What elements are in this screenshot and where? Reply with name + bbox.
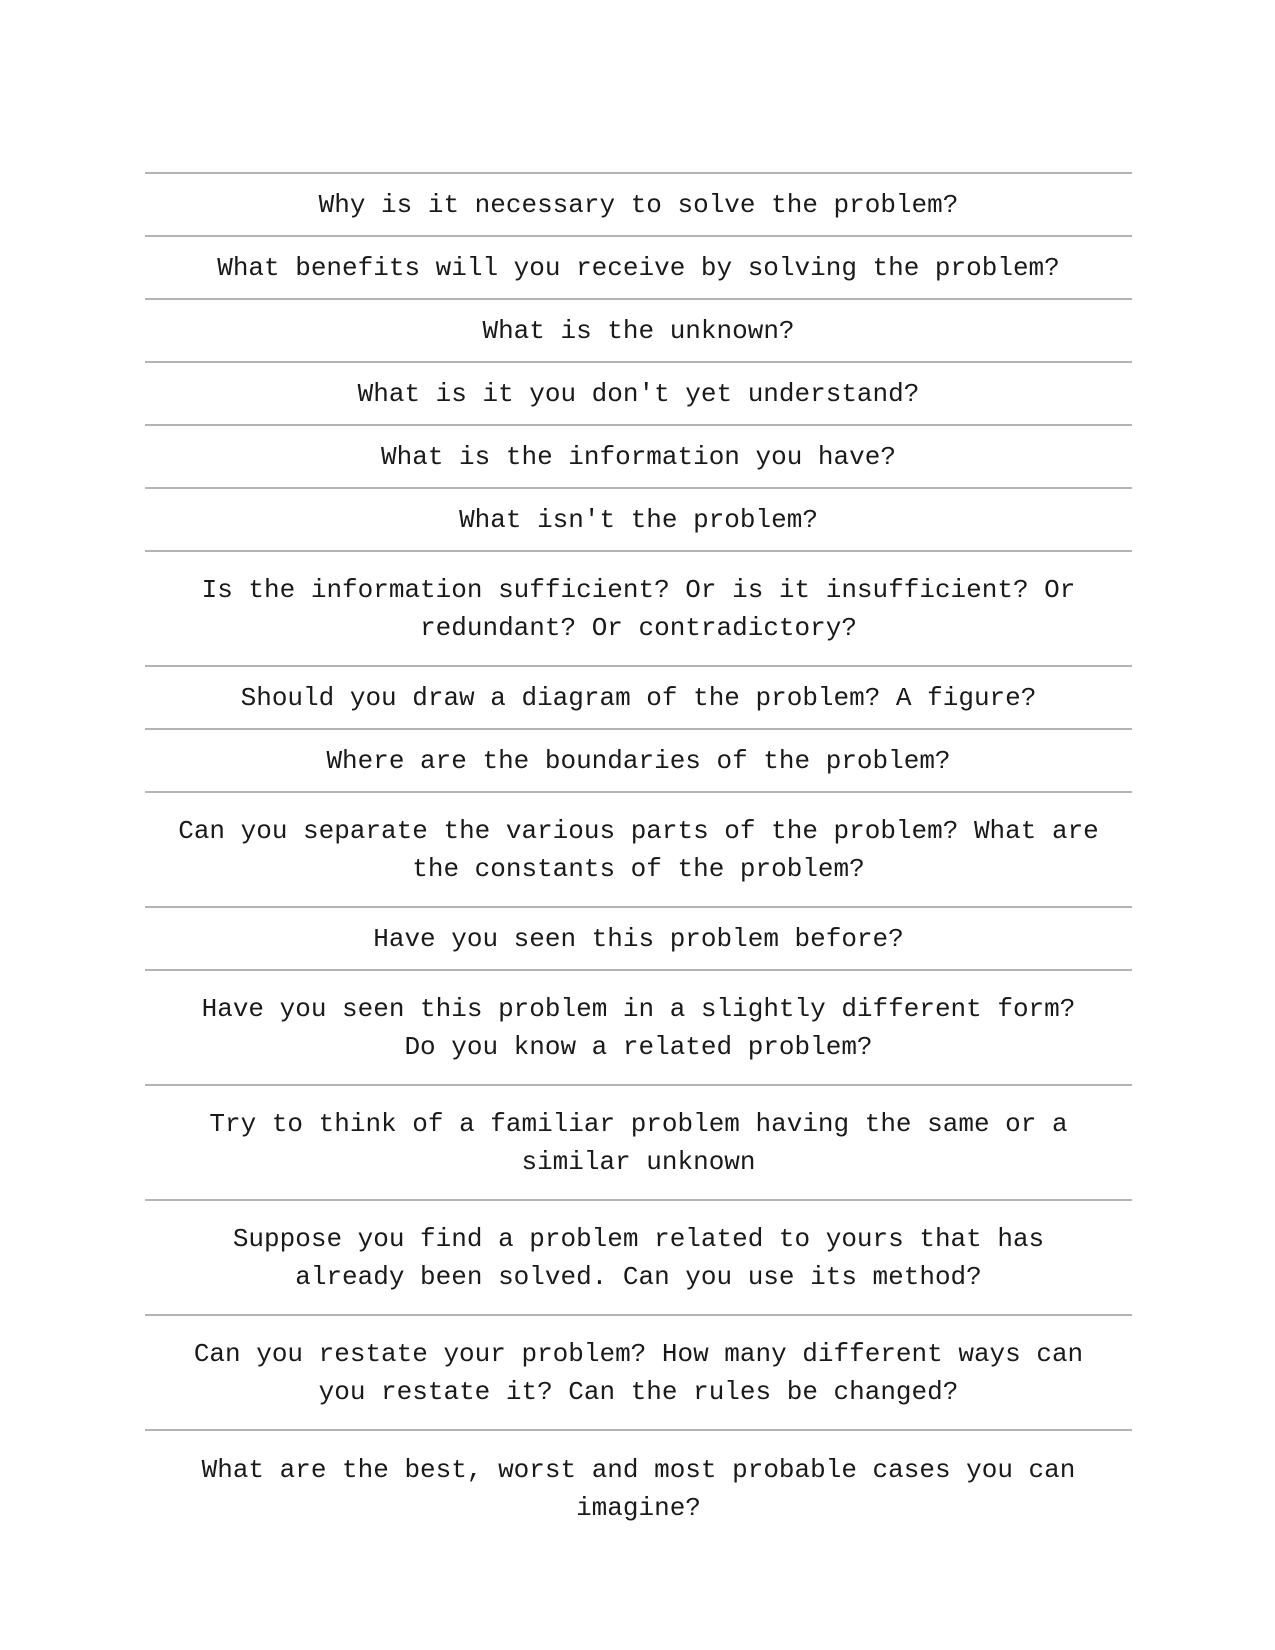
question-text: Should you draw a diagram of the problem? A figure? [240, 682, 1037, 713]
question-text: What benefits will you receive by solving the problem? [217, 252, 1060, 283]
question-list [145, 172, 1132, 1546]
question-text: What is it you don't yet understand? [357, 378, 920, 409]
question-row [145, 730, 1132, 793]
question-row [145, 667, 1132, 730]
question-row [145, 426, 1132, 489]
question-text: Try to think of a familiar problem having the same or a similar unknown [209, 1108, 1068, 1177]
question-text: What is the unknown? [482, 315, 795, 346]
question-row [145, 1201, 1132, 1316]
question-text: What is the information you have? [381, 441, 896, 472]
question-row [145, 552, 1132, 667]
question-row [145, 1086, 1132, 1201]
question-row [145, 971, 1132, 1086]
question-row [145, 363, 1132, 426]
question-text: What are the best, worst and most probable cases you can imagine? [201, 1454, 1076, 1523]
question-row [145, 908, 1132, 971]
question-row [145, 300, 1132, 363]
question-text: Have you seen this problem in a slightly different form? Do you know a related problem? [201, 993, 1076, 1062]
question-row [145, 1316, 1132, 1431]
question-row [145, 489, 1132, 552]
question-row [145, 174, 1132, 237]
question-row [145, 793, 1132, 908]
question-row [145, 237, 1132, 300]
question-text: Have you seen this problem before? [373, 923, 904, 954]
question-text: Can you restate your problem? How many different ways can you restate it? Can the rules be changed? [193, 1338, 1084, 1407]
question-text: Suppose you find a problem related to yours that has already been solved. Can you use its method? [232, 1223, 1045, 1292]
question-text: Is the information sufficient? Or is it insufficient? Or redundant? Or contradictory? [201, 574, 1076, 643]
question-text: What isn't the problem? [459, 504, 818, 535]
question-text: Where are the boundaries of the problem? [326, 745, 951, 776]
question-text: Why is it necessary to solve the problem? [318, 189, 959, 220]
question-row [145, 1431, 1132, 1546]
question-text: Can you separate the various parts of the problem? What are the constants of the problem? [178, 815, 1099, 884]
